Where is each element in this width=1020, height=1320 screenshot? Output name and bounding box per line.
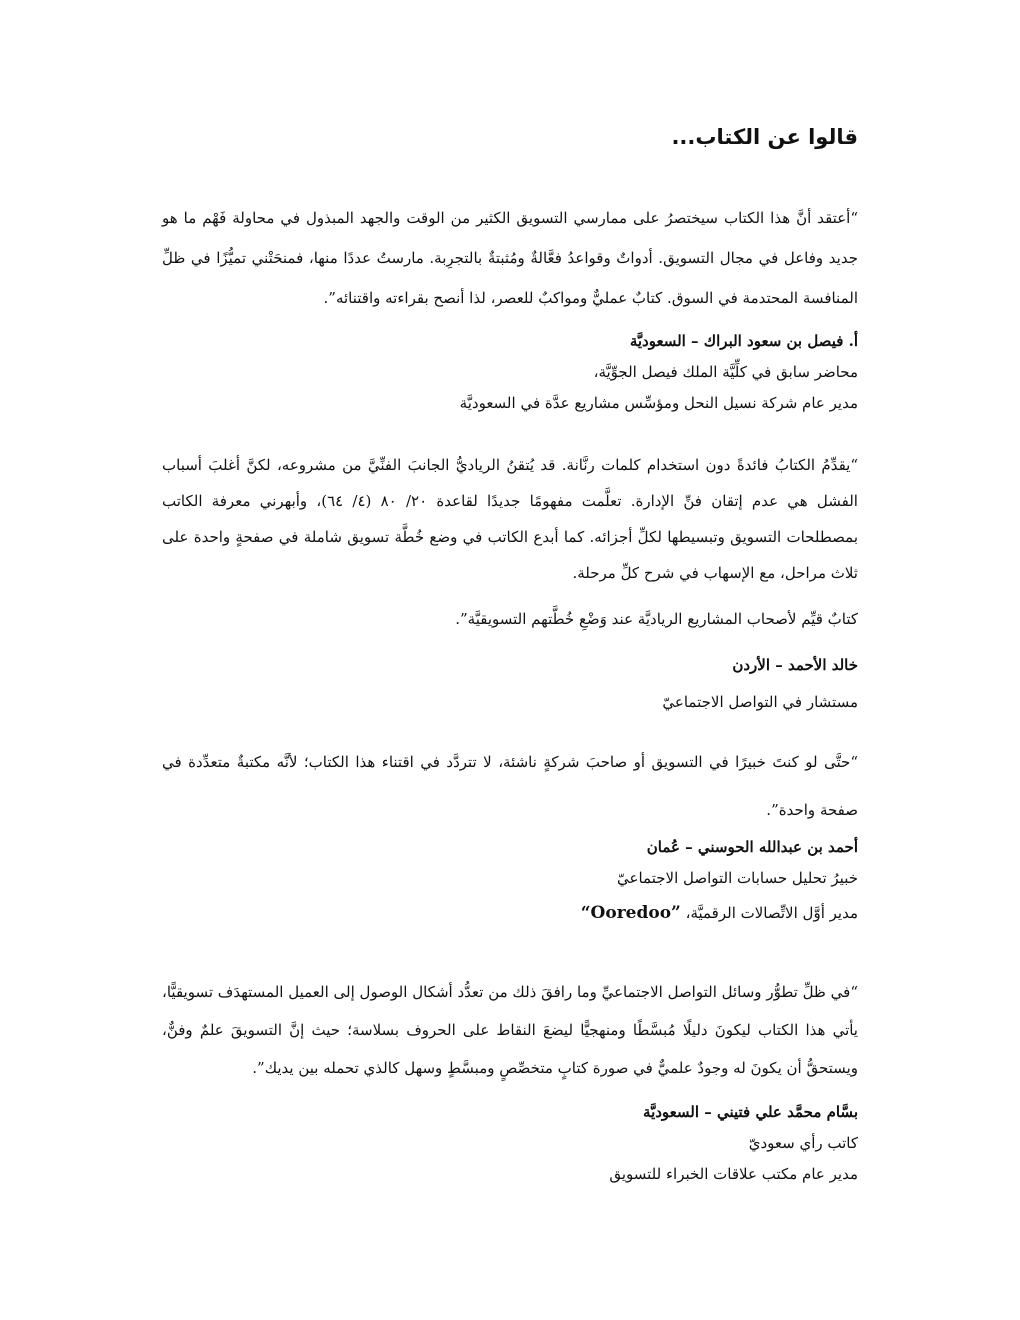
testimonial-4-attribution xyxy=(162,1097,858,1190)
testimonial-role: مدير عام شركة نسيل النحل ومؤسِّس مشاريع عدَّة في السعوديَّة xyxy=(459,394,858,412)
testimonial-author: بسَّام محمَّد علي فتيني – السعوديَّة xyxy=(643,1103,858,1121)
page-title: قالوا عن الكتاب... xyxy=(671,125,858,149)
testimonial-quote: “أعتقد أنَّ هذا الكتاب سيختصرُ على ممارسي التسويق الكثير من الوقت والجهد المبذول في محاولة فَهْم ما هو جديد وفاعل في مجال التسويق. أدواتٌ وقواعدُ فعَّالةٌ ومُثبتةٌ بالتجرِبة. مارستُ عددًا منها، فمنحَتْني تميُّزًا في ظلِّ المنافسة المحتدمة في السوق. كتابٌ عمليٌّ ومواكبٌ للعصر، لذا أنصح بقراءته واقتنائه”. xyxy=(162,209,858,307)
testimonial-1-attribution xyxy=(162,326,858,419)
testimonial-role: كاتب رأي سعوديّ xyxy=(748,1134,858,1152)
testimonial-quote-tail: كتابٌ قيِّم لأصحاب المشاريع الرياديَّة عند وَضْعِ خُطَّتهم التسويقيَّة”. xyxy=(455,610,858,628)
testimonial-3-attribution xyxy=(162,832,858,929)
testimonial-author: أ. فيصل بن سعود البراك – السعوديَّة xyxy=(629,332,858,350)
testimonial-1 xyxy=(162,198,858,318)
testimonial-2-attribution xyxy=(162,650,858,718)
testimonial-role: مدير عام مكتب علاقات الخبراء للتسويق xyxy=(609,1165,858,1183)
testimonial-4 xyxy=(162,973,858,1087)
testimonial-role-company: مدير أوَّل الاتِّصالات الرقميَّة، “Ooredoo” xyxy=(580,903,858,923)
testimonial-role: خبيرُ تحليل حسابات التواصل الاجتماعيّ xyxy=(617,869,858,887)
testimonial-role: مستشار في التواصل الاجتماعيّ xyxy=(662,693,858,711)
testimonial-author: خالد الأحمد – الأردن xyxy=(732,656,858,674)
company-name: “Ooredoo” xyxy=(580,903,681,923)
testimonial-2-tail xyxy=(162,604,858,635)
testimonial-quote: “في ظلِّ تطوُّر وسائل التواصل الاجتماعيِّ وما رافقَ ذلك من تعدُّد أشكال الوصول إلى العميل المستهدَف تسويقيًّا، يأتي هذا الكتاب ليكونَ دليلًا مُبسَّطًا ومنهجيًّا ليضعَ النقاط على الحروف بسلاسة؛ حيث إنَّ التسويقَ علمٌ وفنٌّ، ويستحقُّ أن يكونَ له وجودٌ علميٌّ في صورة كتابٍ متخصِّصٍ ومبسَّطٍ وسهل كالذي تحمله بين يديك”. xyxy=(162,983,858,1077)
testimonial-quote: “حتَّى لو كنتَ خبيرًا في التسويق أو صاحبَ شركةٍ ناشئة، لا تتردَّد في اقتناء هذا الكتاب؛ لأنَّه مكتبةٌ متعدِّدة في صفحة واحدة”. xyxy=(162,753,858,819)
testimonial-2 xyxy=(162,447,858,591)
testimonial-quote: “يقدِّمُ الكتابُ فائدةً دون استخدام كلمات رنَّانة. قد يُتقنُ الرياديُّ الجانبَ الفنِّيَّ من مشروعه، لكنَّ أغلبَ أسباب الفشل هي عدم إتقان فنِّ الإدارة. تعلَّمت مفهومًا جديدًا لقاعدة ٢٠/ ٨٠ (٤/ ٦٤)، وأبهرني معرفة الكاتب بمصطلحات التسويق وتبسيطها لكلِّ أجزائه. كما أبدع الكاتب في وضع خُطَّة تسويق شاملة في صفحةٍ واحدة على ثلاث مراحل، مع الإسهاب في شرح كلِّ مرحلة. xyxy=(162,456,858,582)
testimonial-3 xyxy=(162,738,858,834)
testimonial-role: محاضر سابق في كلِّيَّة الملك فيصل الجوِّيَّة، xyxy=(593,363,858,381)
testimonial-author: أحمد بن عبدالله الحوسني – عُمان xyxy=(646,838,858,856)
